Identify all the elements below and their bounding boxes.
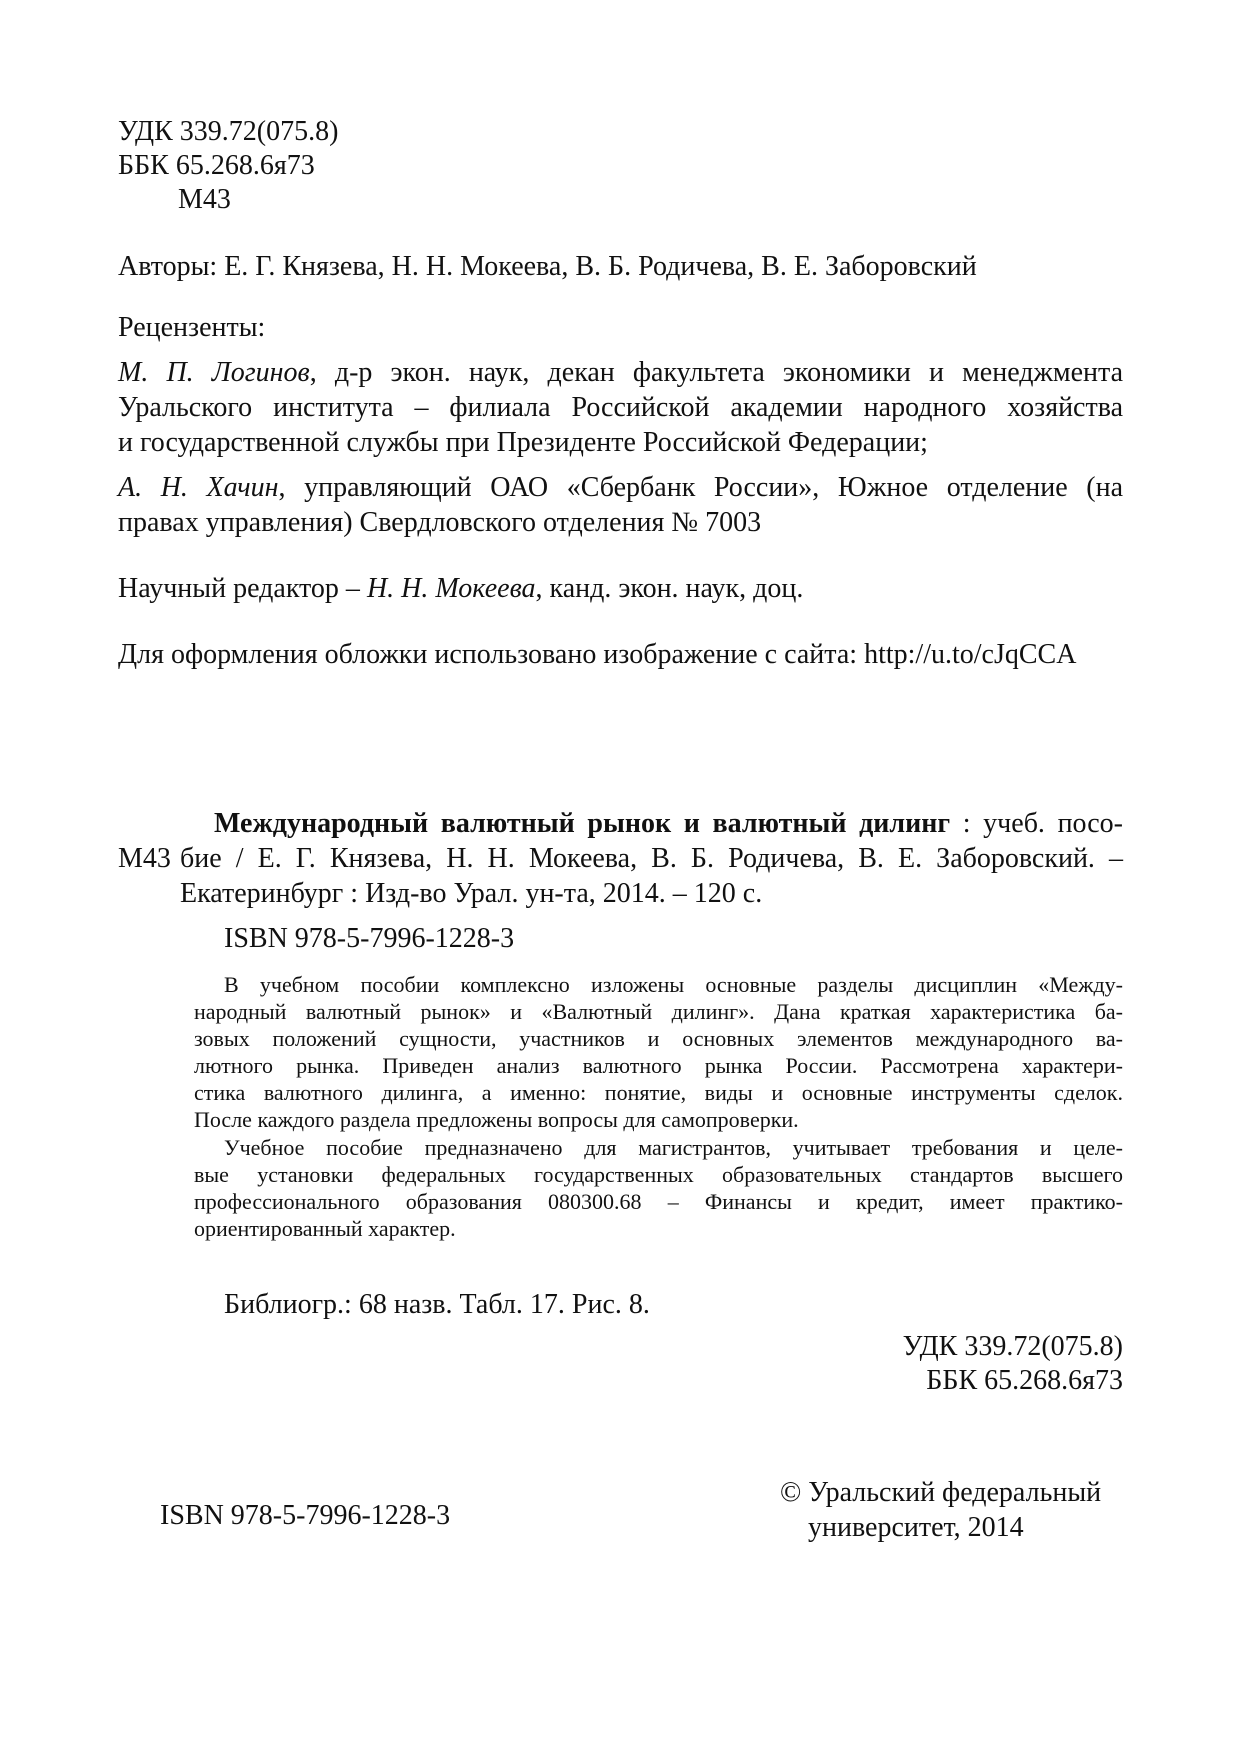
catalog-bbk: ББК 65.268.6я73 — [926, 1365, 1123, 1396]
editor-name: Н. Н. Мокеева — [366, 573, 536, 604]
bibliography-note: Библиогр.: 68 назв. Табл. 17. Рис. 8. — [224, 1289, 650, 1320]
catalog-isbn: ISBN 978-5-7996-1228-3 — [224, 923, 515, 954]
abstract-1-line-2: народный валютный рынок» и «Валютный дилинг». Дана краткая характеристика ба- — [194, 999, 1123, 1024]
reviewer-1-line-3: и государственной службы при Президенте Российской Федерации; — [118, 427, 928, 458]
abstract-1-line-5: стика валютного дилинга, а именно: понятие, виды и основные инструменты сделок. — [194, 1080, 1123, 1105]
catalog-line-3: Екатеринбург : Изд-во Урал. ун-та, 2014. – 120 с. — [180, 878, 763, 909]
footer-isbn: ISBN 978-5-7996-1228-3 — [160, 1500, 451, 1531]
author-code-header: М43 — [178, 184, 231, 215]
catalog-line-2: бие / Е. Г. Князева, Н. Н. Мокеева, В. Б. Родичева, В. Е. Заборовский. – — [180, 843, 1123, 874]
abstract-1-line-6: После каждого раздела предложены вопросы для самопроверки. — [194, 1107, 799, 1132]
book-title: Международный валютный рынок и валютный дилинг — [214, 808, 951, 839]
abstract-1-line-1: В учебном пособии комплексно изложены основные разделы дисциплин «Между- — [224, 972, 1123, 997]
catalog-line-1: Международный валютный рынок и валютный дилинг : учеб. посо- — [214, 808, 1124, 839]
scientific-editor-line: Научный редактор – Н. Н. Мокеева, канд. экон. наук, доц. — [118, 573, 804, 604]
abstract-2-line-3: профессионального образования 080300.68 – Финансы и кредит, имеет практико- — [194, 1189, 1123, 1214]
reviewer-2-name: А. Н. Хачин — [118, 472, 279, 503]
abstract-2-line-4: ориентированный характер. — [194, 1216, 456, 1241]
reviewer-1-name: М. П. Логинов — [118, 357, 310, 388]
udk-header: УДК 339.72(075.8) — [118, 116, 339, 147]
abstract-1-line-3: зовых положений сущности, участников и основных элементов международного ва- — [194, 1026, 1123, 1051]
authors-line: Авторы: Е. Г. Князева, Н. Н. Мокеева, В. Б. Родичева, В. Е. Заборовский — [118, 251, 977, 282]
abstract-2-line-2: вые установки федеральных государственных образовательных стандартов высшего — [194, 1162, 1123, 1187]
reviewers-heading: Рецензенты: — [118, 312, 266, 343]
reviewer-1-line-1: М. П. Логинов, д-р экон. наук, декан факультета экономики и менеджмента — [118, 357, 1123, 388]
copyright-line-2: университет, 2014 — [808, 1512, 1024, 1543]
abstract-1-line-4: лютного рынка. Приведен анализ валютного рынка России. Рассмотрена характери- — [194, 1053, 1123, 1078]
cover-image-note: Для оформления обложки использовано изображение с сайта: http://u.to/cJqCCA — [118, 639, 1077, 670]
abstract-2-line-1: Учебное пособие предназначено для магистрантов, учитывает требования и целе- — [224, 1135, 1123, 1160]
catalog-udk: УДК 339.72(075.8) — [902, 1331, 1123, 1362]
reviewer-2-line-2: правах управления) Свердловского отделения № 7003 — [118, 507, 762, 538]
copyright-line-1: © Уральский федеральный — [780, 1477, 1102, 1508]
reviewer-1-line-2: Уральского института – филиала Российской академии народного хозяйства — [118, 392, 1123, 423]
bbk-header: ББК 65.268.6я73 — [118, 150, 315, 181]
catalog-author-code: М43 — [118, 843, 171, 874]
reviewer-2-line-1: А. Н. Хачин, управляющий ОАО «Сбербанк России», Южное отделение (на — [118, 472, 1123, 503]
